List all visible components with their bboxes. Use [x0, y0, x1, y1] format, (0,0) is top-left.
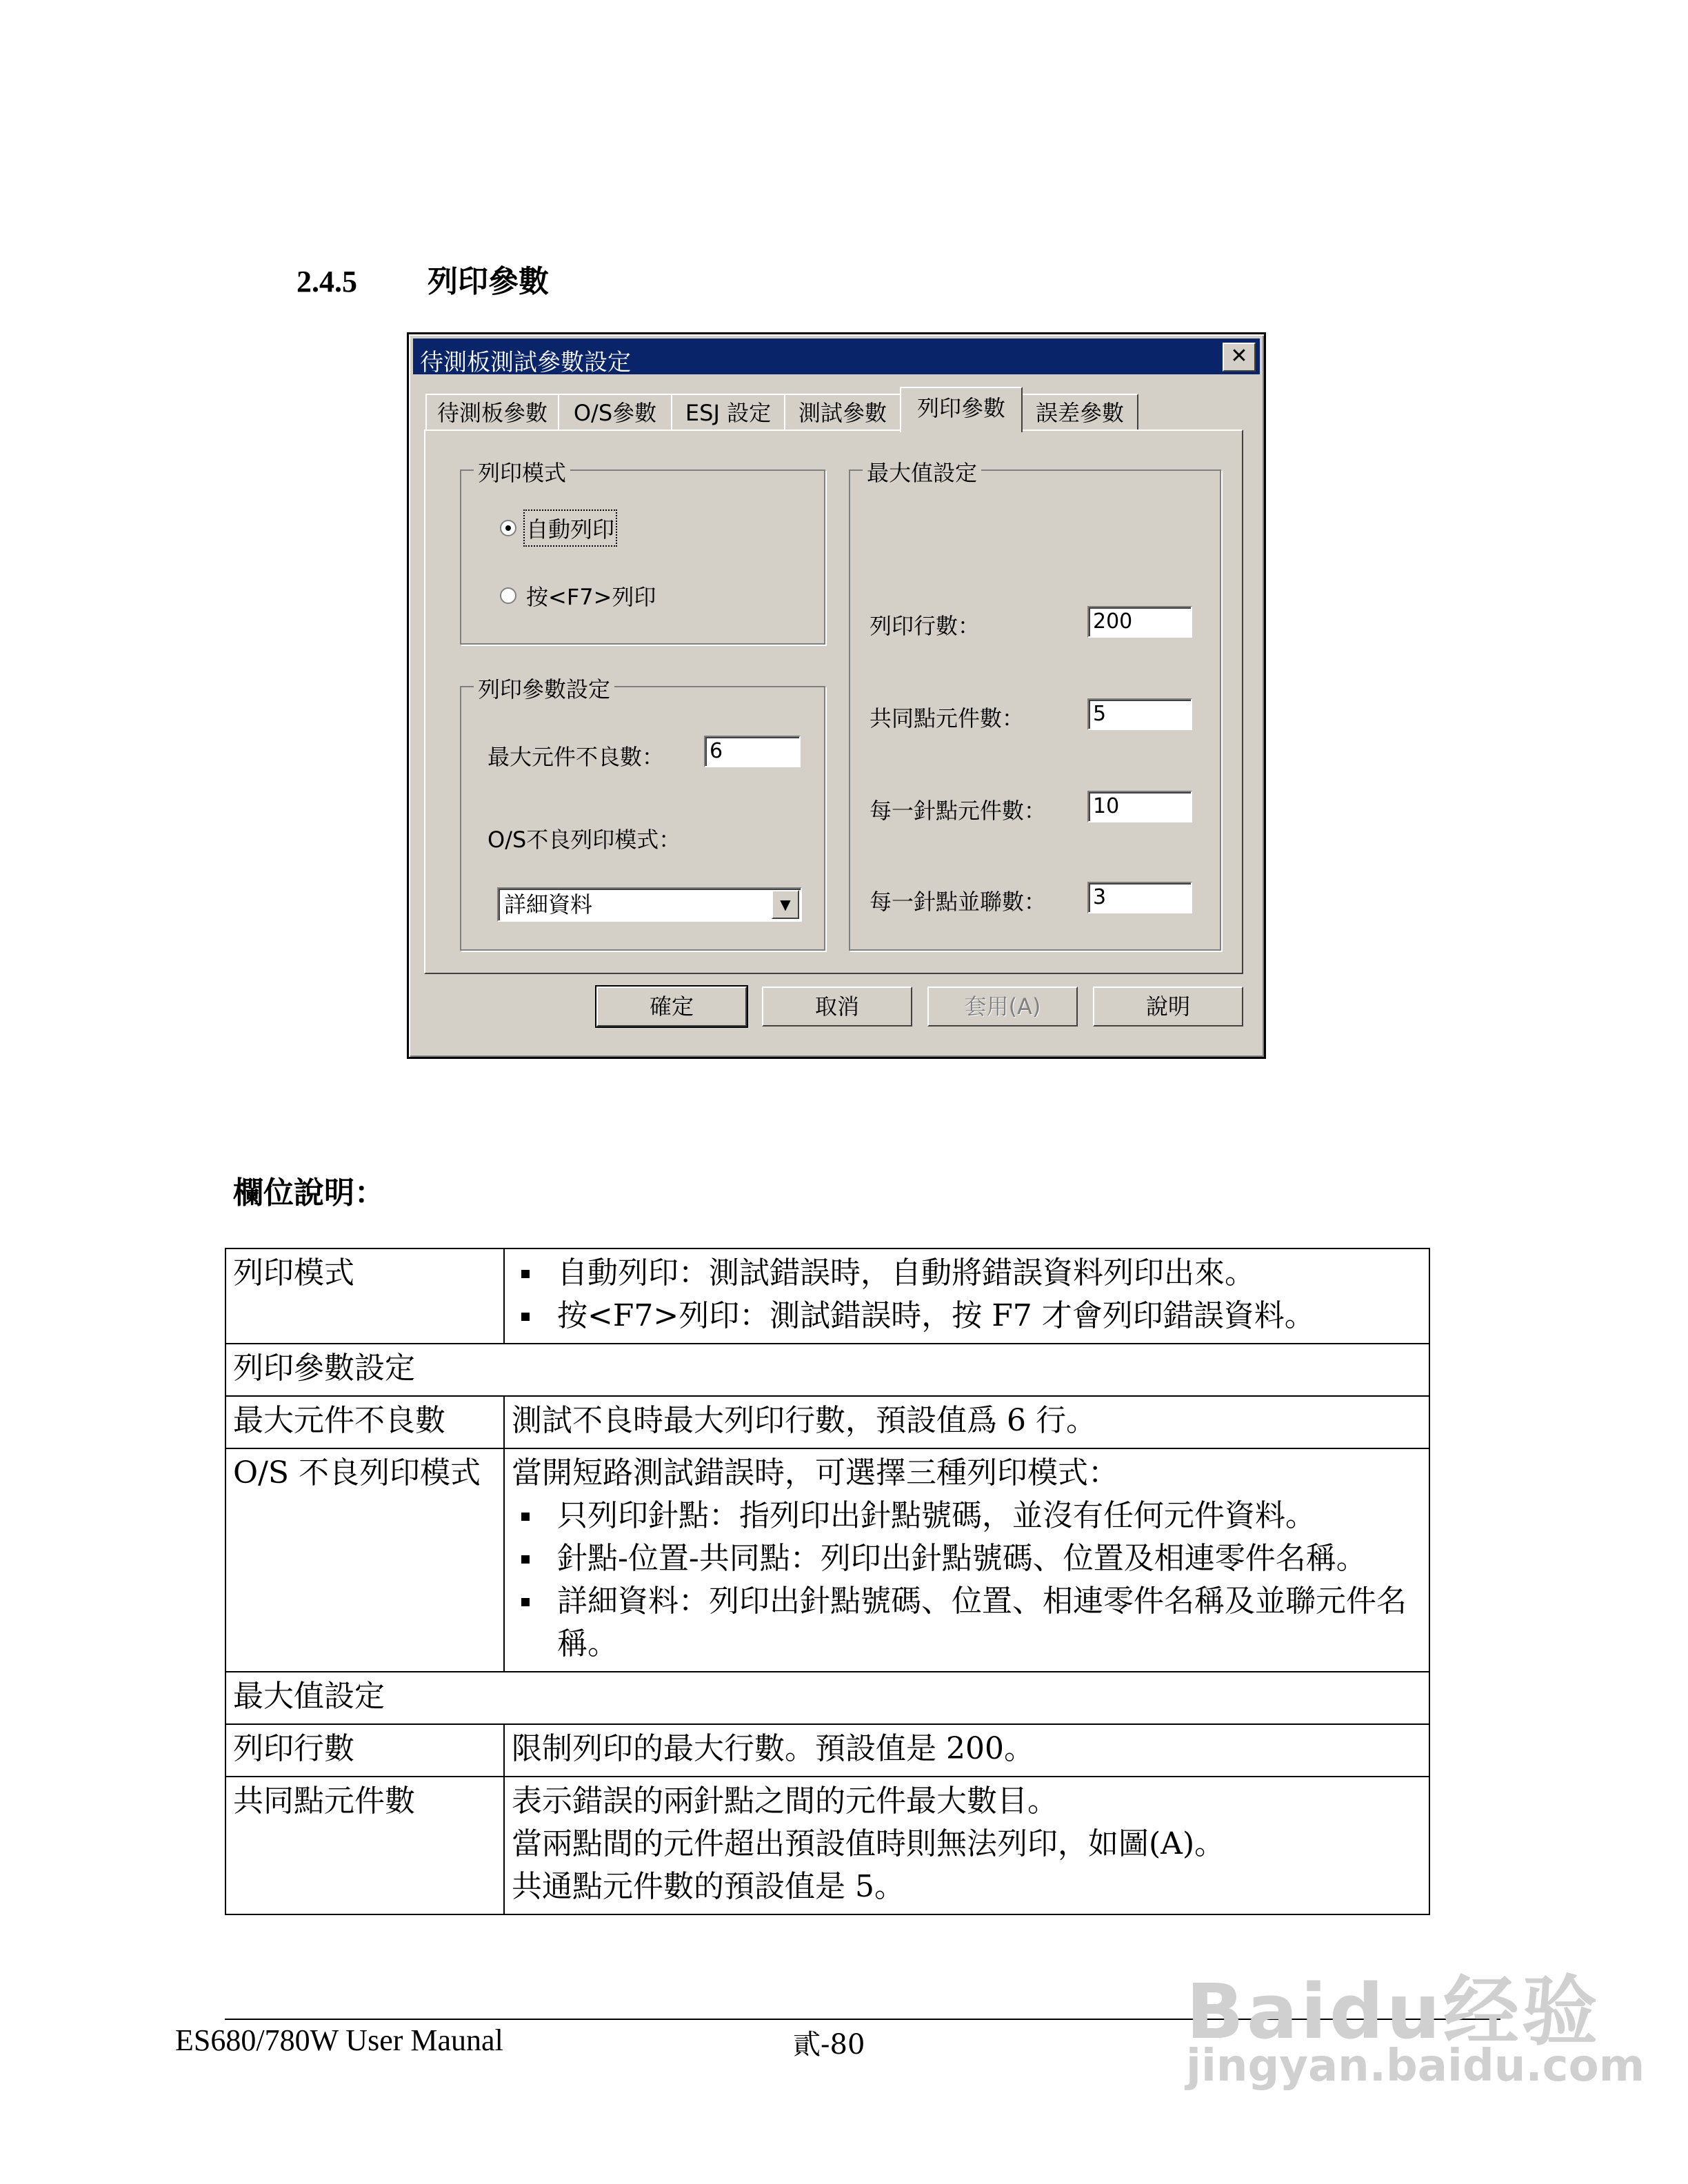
tab-os-params[interactable]: O/S參數 — [558, 394, 672, 431]
table-text: 當開短路測試錯誤時，可選擇三種列印模式： — [512, 1455, 1118, 1490]
apply-button[interactable]: 套用(A) — [927, 987, 1078, 1027]
list-item: 只列印針點：指列印出針點號碼，並沒有任何元件資料。 — [512, 1495, 1422, 1537]
ok-button[interactable]: 確定 — [596, 987, 747, 1027]
max-bad-label: 最大元件不良數： — [488, 744, 665, 770]
max-settings-title: 最大值設定 — [863, 456, 981, 487]
section-heading — [297, 256, 549, 301]
cancel-button[interactable]: 取消 — [762, 987, 912, 1027]
max-bad-input[interactable]: 6 — [704, 736, 801, 767]
table-section-header: 列印參數設定 — [225, 1344, 1429, 1396]
table-row — [225, 1248, 1429, 1344]
print-settings-group — [460, 676, 825, 951]
print-lines-input[interactable]: 200 — [1087, 606, 1192, 638]
table-cell: 列印模式 — [225, 1248, 504, 1344]
per-pin-label: 每一針點元件數： — [870, 798, 1047, 824]
section-number: 2.4.5 — [297, 265, 357, 299]
close-button[interactable] — [1223, 343, 1256, 372]
dialog-title: 待測板測試參數設定 — [420, 349, 631, 376]
print-settings-title: 列印參數設定 — [474, 672, 614, 704]
list-item: 針點-位置-共同點：列印出針點號碼、位置及相連零件名稱。 — [512, 1537, 1422, 1580]
tab-tolerance-params[interactable]: 誤差參數 — [1021, 394, 1138, 431]
close-icon: ✕ — [1230, 344, 1248, 368]
dialog-titlebar — [413, 338, 1260, 374]
radio-selected-icon — [500, 520, 516, 536]
table-cell: 限制列印的最大行數。預設值是 200。 — [504, 1724, 1429, 1777]
table-section-header: 最大值設定 — [225, 1672, 1429, 1724]
table-cell: 共同點元件數 — [225, 1777, 504, 1914]
table-cell: 列印行數 — [225, 1724, 504, 1777]
print-lines-label: 列印行數： — [870, 613, 981, 639]
radio-auto-print-label: 自動列印 — [526, 512, 614, 544]
footer-manual-title: ES680/780W User Maunal — [175, 2023, 503, 2057]
tab-test-params[interactable]: 測試參數 — [784, 394, 901, 431]
radio-unselected-icon — [500, 587, 516, 604]
table-row — [225, 1777, 1429, 1914]
table-row — [225, 1724, 1429, 1777]
table-cell: 最大元件不良數 — [225, 1396, 504, 1448]
print-mode-title: 列印模式 — [474, 456, 570, 487]
os-mode-select[interactable] — [497, 887, 802, 922]
common-point-label: 共同點元件數： — [870, 705, 1025, 731]
baidu-watermark-logo: Baidu经验 — [1186, 1968, 1600, 2056]
radio-f7-print-label: 按<F7>列印 — [526, 584, 656, 610]
max-settings-group — [849, 460, 1221, 951]
tab-esj-settings[interactable]: ESJ 設定 — [671, 394, 785, 431]
table-cell — [504, 1248, 1429, 1344]
field-description-table — [225, 1248, 1430, 1915]
help-button[interactable]: 說明 — [1093, 987, 1243, 1027]
table-row — [225, 1672, 1429, 1724]
list-item: 詳細資料：列印出針點號碼、位置、相連零件名稱及並聯元件名稱。 — [512, 1580, 1422, 1666]
per-pin-input[interactable]: 10 — [1087, 791, 1192, 822]
common-point-input[interactable]: 5 — [1087, 698, 1192, 730]
table-row — [225, 1396, 1429, 1448]
table-cell — [504, 1448, 1429, 1672]
tab-panel — [424, 429, 1243, 974]
print-mode-group — [460, 460, 825, 645]
table-row — [225, 1448, 1429, 1672]
radio-f7-print[interactable] — [500, 580, 656, 611]
radio-auto-print[interactable] — [500, 512, 614, 544]
field-description-title: 欄位說明： — [233, 1175, 385, 1211]
tab-board-params[interactable]: 待測板參數 — [425, 394, 559, 431]
os-mode-value: 詳細資料 — [504, 891, 593, 918]
os-mode-label: O/S不良列印模式： — [488, 827, 681, 853]
table-cell: 測試不良時最大列印行數，預設值爲 6 行。 — [504, 1396, 1429, 1448]
table-cell: O/S 不良列印模式 — [225, 1448, 504, 1672]
table-row — [225, 1344, 1429, 1396]
settings-dialog — [407, 332, 1266, 1059]
section-title: 列印參數 — [428, 264, 549, 299]
table-cell — [504, 1777, 1429, 1914]
parallel-input[interactable]: 3 — [1087, 882, 1192, 913]
table-text: 當兩點間的元件超出預設值時則無法列印，如圖(A)。 — [512, 1826, 1225, 1861]
baidu-watermark-url: jingyan.baidu.com — [1186, 2041, 1645, 2092]
footer-page-number: 貳-80 — [793, 2029, 865, 2061]
chevron-down-icon[interactable]: ▼ — [772, 890, 799, 919]
parallel-label: 每一針點並聯數： — [870, 889, 1047, 915]
tab-print-params[interactable]: 列印參數 — [900, 387, 1023, 432]
table-text: 表示錯誤的兩針點之間的元件最大數目。 — [512, 1783, 1058, 1819]
table-text: 共通點元件數的預設值是 5。 — [512, 1869, 905, 1904]
list-item: 按<F7>列印：測試錯誤時，按 F7 才會列印錯誤資料。 — [512, 1295, 1422, 1337]
list-item: 自動列印：測試錯誤時，自動將錯誤資料列印出來。 — [512, 1252, 1422, 1295]
